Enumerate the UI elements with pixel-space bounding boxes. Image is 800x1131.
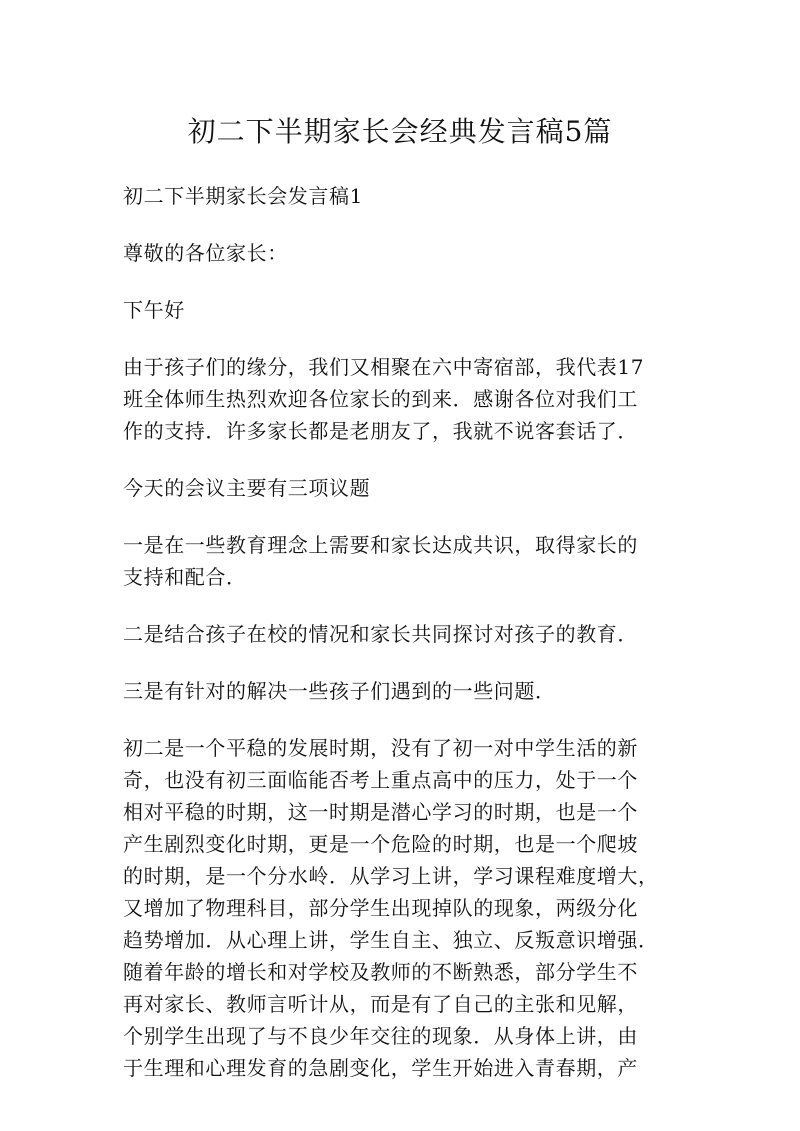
document-title: 初二下半期家长会经典发言稿5篇 (187, 115, 613, 148)
body-paragraph: 今天的会议主要有三项议题 (123, 476, 371, 500)
salutation: 尊敬的各位家长： (123, 241, 288, 265)
greeting: 下午好 (123, 298, 185, 322)
body-paragraph: 由于孩子们的缘分，我们又相聚在六中寄宿部，我代表17 班全体师生热烈欢迎各位家长的到来．感谢各位对我们工 作的支持．许多家长都是老朋友了，我就不说客套话了． (123, 355, 645, 443)
section-heading: 初二下半期家长会发言稿1 (123, 184, 363, 208)
document-body (123, 180, 683, 1109)
body-paragraph: 二是结合孩子在校的情况和家长共同探讨对孩子的教育． (123, 622, 638, 646)
body-paragraph: 初二是一个平稳的发展时期，没有了初一对中学生活的新 奇，也没有初三面临能否考上重点高中的压力，处于一个 相对平稳的时期，这一时期是潜心学习的时期，也是一个 产生剧烈变化时期，更是一个危险的时期，也是一个爬坡 的时期，是一个分水岭．从学习上讲，学习课程难度增大， 又增加了物理科目，部分学生出现掉队的现象，两级分化 趋势增加．从心理上讲，学生自主、独立、反叛意识增强． 随着年龄的增长和对学校及教师的不断熟悉，部分学生不 再对家长、教师言听计从，而是有了自己的主张和见解， 个别学生出现了与不良少年交往的现象．从身体上讲，由 于生理和心理发育的急剧变化，学生开始进入青春期，产 (123, 736, 659, 1080)
body-paragraph: 一是在一些教育理念上需要和家长达成共识，取得家长的 支持和配合． (123, 533, 638, 589)
body-paragraph: 三是有针对的解决一些孩子们遇到的一些问题． (123, 679, 556, 703)
